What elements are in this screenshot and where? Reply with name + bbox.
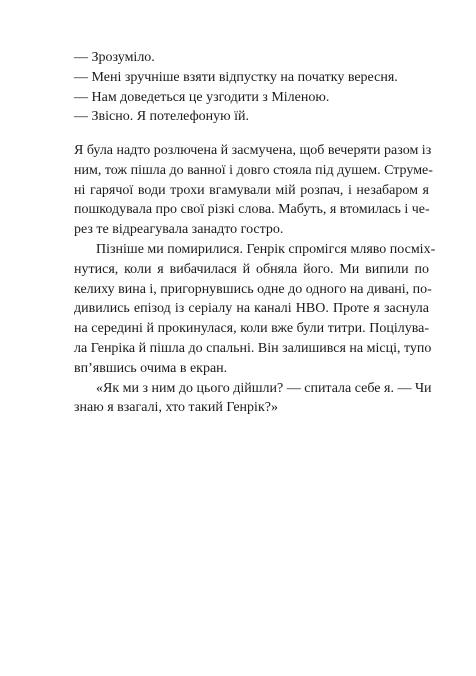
- paragraph-line: нутися, коли я вибачилася й обняла його. Ми випили по: [74, 261, 429, 277]
- dialogue-line: — Мені зручніше взяти відпустку на початку вересня.: [74, 69, 398, 85]
- paragraph-line: ні гарячої води трохи вгамували мій розпач, і незабаром я: [74, 182, 429, 198]
- paragraph: [74, 141, 433, 240]
- paragraph-line: пошкодувала про свої різкі слова. Мабуть, я втомилась і че-: [74, 202, 430, 218]
- paragraph-line: дивились епізод із серіалу на каналі HBO. Проте я заснула: [74, 301, 429, 317]
- paragraph-line: келиху вина і, пригорнувшись одне до одного на дивані, по-: [74, 281, 432, 297]
- paragraph: [74, 379, 432, 419]
- paragraph: [74, 240, 436, 379]
- dialogue-block: [74, 48, 429, 127]
- dialogue-line: — Звісно. Я потелефоную їй.: [74, 109, 249, 125]
- paragraph-line: Я була надто розлючена й засмучена, щоб вечеряти разом із: [74, 143, 432, 158]
- paragraph-line: вп’явшись очима в екран.: [74, 360, 228, 376]
- prose-block: [74, 141, 436, 418]
- dialogue-line: — Зрозуміло.: [74, 50, 155, 65]
- paragraph-line: ним, тож пішла до ванної і довго стояла під душем. Струме-: [74, 162, 433, 178]
- paragraph-line: на середині й прокинулася, коли вже були титри. Поцілува-: [74, 321, 429, 337]
- paragraph-line: знаю я взагалі, хто такий Генрік?»: [74, 400, 278, 416]
- paragraph-line: Пізніше ми помирилися. Генрік спромігся мляво посміх-: [96, 241, 436, 257]
- dialogue-line: — Нам доведеться це узгодити з Міленою.: [74, 89, 330, 105]
- paragraph-line: рез те відреагувала занадто гостро.: [74, 222, 284, 238]
- paragraph-line: «Як ми з ним до цього дійшли? — спитала себе я. — Чи: [96, 380, 432, 396]
- paragraph-line: ла Генріка й пішла до спальні. Він залишився на місці, тупо: [74, 340, 432, 356]
